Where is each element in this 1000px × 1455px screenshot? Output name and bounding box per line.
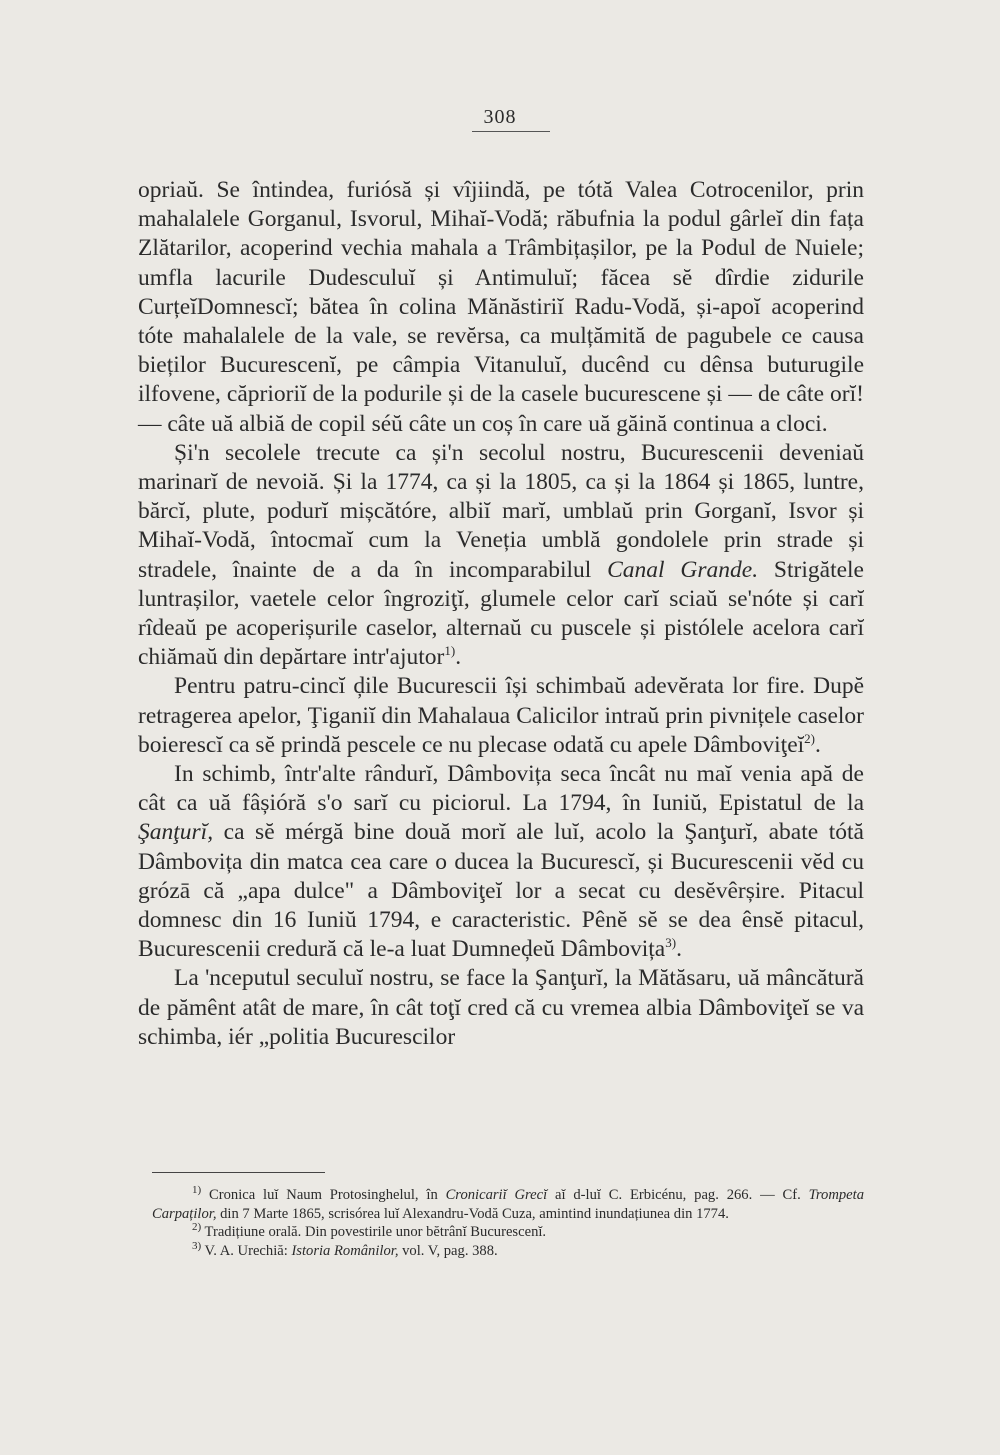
footnote-mark: 3) (192, 1239, 202, 1252)
paragraph-5: La 'nceputul seculuĭ nostru, se face la Şanţurĭ, la Mătăsaru, uă mâncătură de pămênt atât de mare, în cât toţĭ cred că cu vremea albia Dâmboviţeĭ se va schimba, iér „politia Bucurescilor (138, 965, 864, 1050)
italic-phrase: Şanţurĭ, (138, 819, 214, 846)
page-number: 308 (483, 106, 517, 128)
footnote-2: $^{2)}$ Tradițiune orală. Din povestirile unor bĕtrânĭ Bucurescenĭ. (192, 1221, 547, 1241)
footnote-ref-3: 3) (665, 935, 677, 951)
footnote-ref-1: 1) (444, 643, 456, 659)
footnote-mark: 1) (192, 1184, 202, 1197)
footnote-3: $^{3)}$ V. A. Urechiă: Istoria Românilor, vol. V, pag. 388. (192, 1239, 498, 1259)
footnote-ref-2: 2) (804, 731, 816, 747)
footnotes (152, 1186, 864, 1260)
page-number-rule (472, 131, 550, 132)
paragraph-4: In schimb, într'alte rândurĭ, Dâmbovița seca încât nu maĭ venia apă de cât ca uă fâșióră s'o sarĭ cu piciorul. La 1794, în Iuniŭ, Epistatul de la Şanţurĭ, ca sĕ mérgă bine două morĭ ale luĭ, acolo la Şanţurĭ, abate tótă Dâmbovița din matca cea care o ducea la Bucurescĭ, și Bucurescenii vĕd cu grózā că „apa dulce" a Dâmboviţeĭ lor a secat cu desĕvêrșire. Pitacul domnesc din 16 Iuniŭ 1794, e caracteristic. Pênĕ sĕ se dea ênsĕ pitacul, Bucurescenii credură că le-a luat Dumneḑeŭ Dâmbovița$^{3)}$. (138, 761, 864, 963)
body-text (138, 176, 864, 1052)
paragraph-3: Pentru patru-cincĭ ḑile Bucurescii își schimbaŭ adevĕrata lor fire. Dupĕ retragerea apelor, Ţiganiĭ din Mahalaua Calicilor intraŭ prin pivnițele caselor boierescĭ ca sĕ prindă pescele ce nu plecase odată cu apele Dâmboviţeĭ$^{2)}$. (138, 673, 864, 758)
paragraph-1: opriaŭ. Se întindea, furiósă și vîjiindă, pe tótă Valea Cotrocenilor, prin mahalalele Gorganul, Isvorul, Mihaĭ-Vodă; răbufnia la podul gârleĭ din fața Zlătarilor, acoperind vechia mahala a Trâmbițașilor, pe la Podul de Nuiele; umfla lacurile Dudesculuĭ și Antimuluĭ; făcea sĕ dîrdie zidurile CurțeĭDomnescĭ; bătea în colina Mănăstiriĭ Radu-Vodă, și-apoĭ acoperind tóte mahalalele de la vale, se revĕrsa, ca mulțămită de pagubele ce causa bieților Bucurescenĭ, pe câmpia Vitanuluĭ, ducênd cu dênsa buturugile ilfovene, căprioriĭ de la podurile și de la casele bucurescene și — de câte orĭ! — câte uă albiă de copil séŭ câte un coș în care uă găină continua a cloci. (138, 177, 864, 437)
footnote-mark: 2) (192, 1221, 202, 1234)
paragraph-2: Și'n secolele trecute ca și'n secolul nostru, Bucurescenii deveniaŭ marinarĭ de nevoiă. Și la 1774, ca și la 1805, ca și la 1864 și 1865, luntre, bărcĭ, plute, podurĭ mișcătóre, albiĭ marĭ, umblaŭ prin Gorganĭ, Isvor și Mihaĭ-Vodă, întocmaĭ cum la Veneția umblă gondolele prin strade și stradele, înainte de a da în incomparabilul Canal Grande. Strigătele luntrașilor, vaetele celor îngroziţĭ, glumele celor carĭ sciaŭ se'nóte și carĭ rîdeaŭ pe acoperișurile caselor, alternaŭ cu puscele și pistólele acelora carĭ chiămaŭ din depărtare intr'ajutor$^{1)}$. (138, 439, 864, 671)
footnote-rule (152, 1172, 325, 1173)
italic-phrase: Canal Grande. (607, 556, 759, 583)
footnote-1: $^{1)}$ Cronica luĭ Naum Protosinghelul, în Cronicariĭ Grecĭ aĭ d-luĭ C. Erbicénu, pag. 266. — Cf. Trompeta Carpaților, din 7 Marte 1865, scrisórea luĭ Alexandru-Vodă Cuza, amintind inundațiunea din 1774. (152, 1184, 865, 1222)
